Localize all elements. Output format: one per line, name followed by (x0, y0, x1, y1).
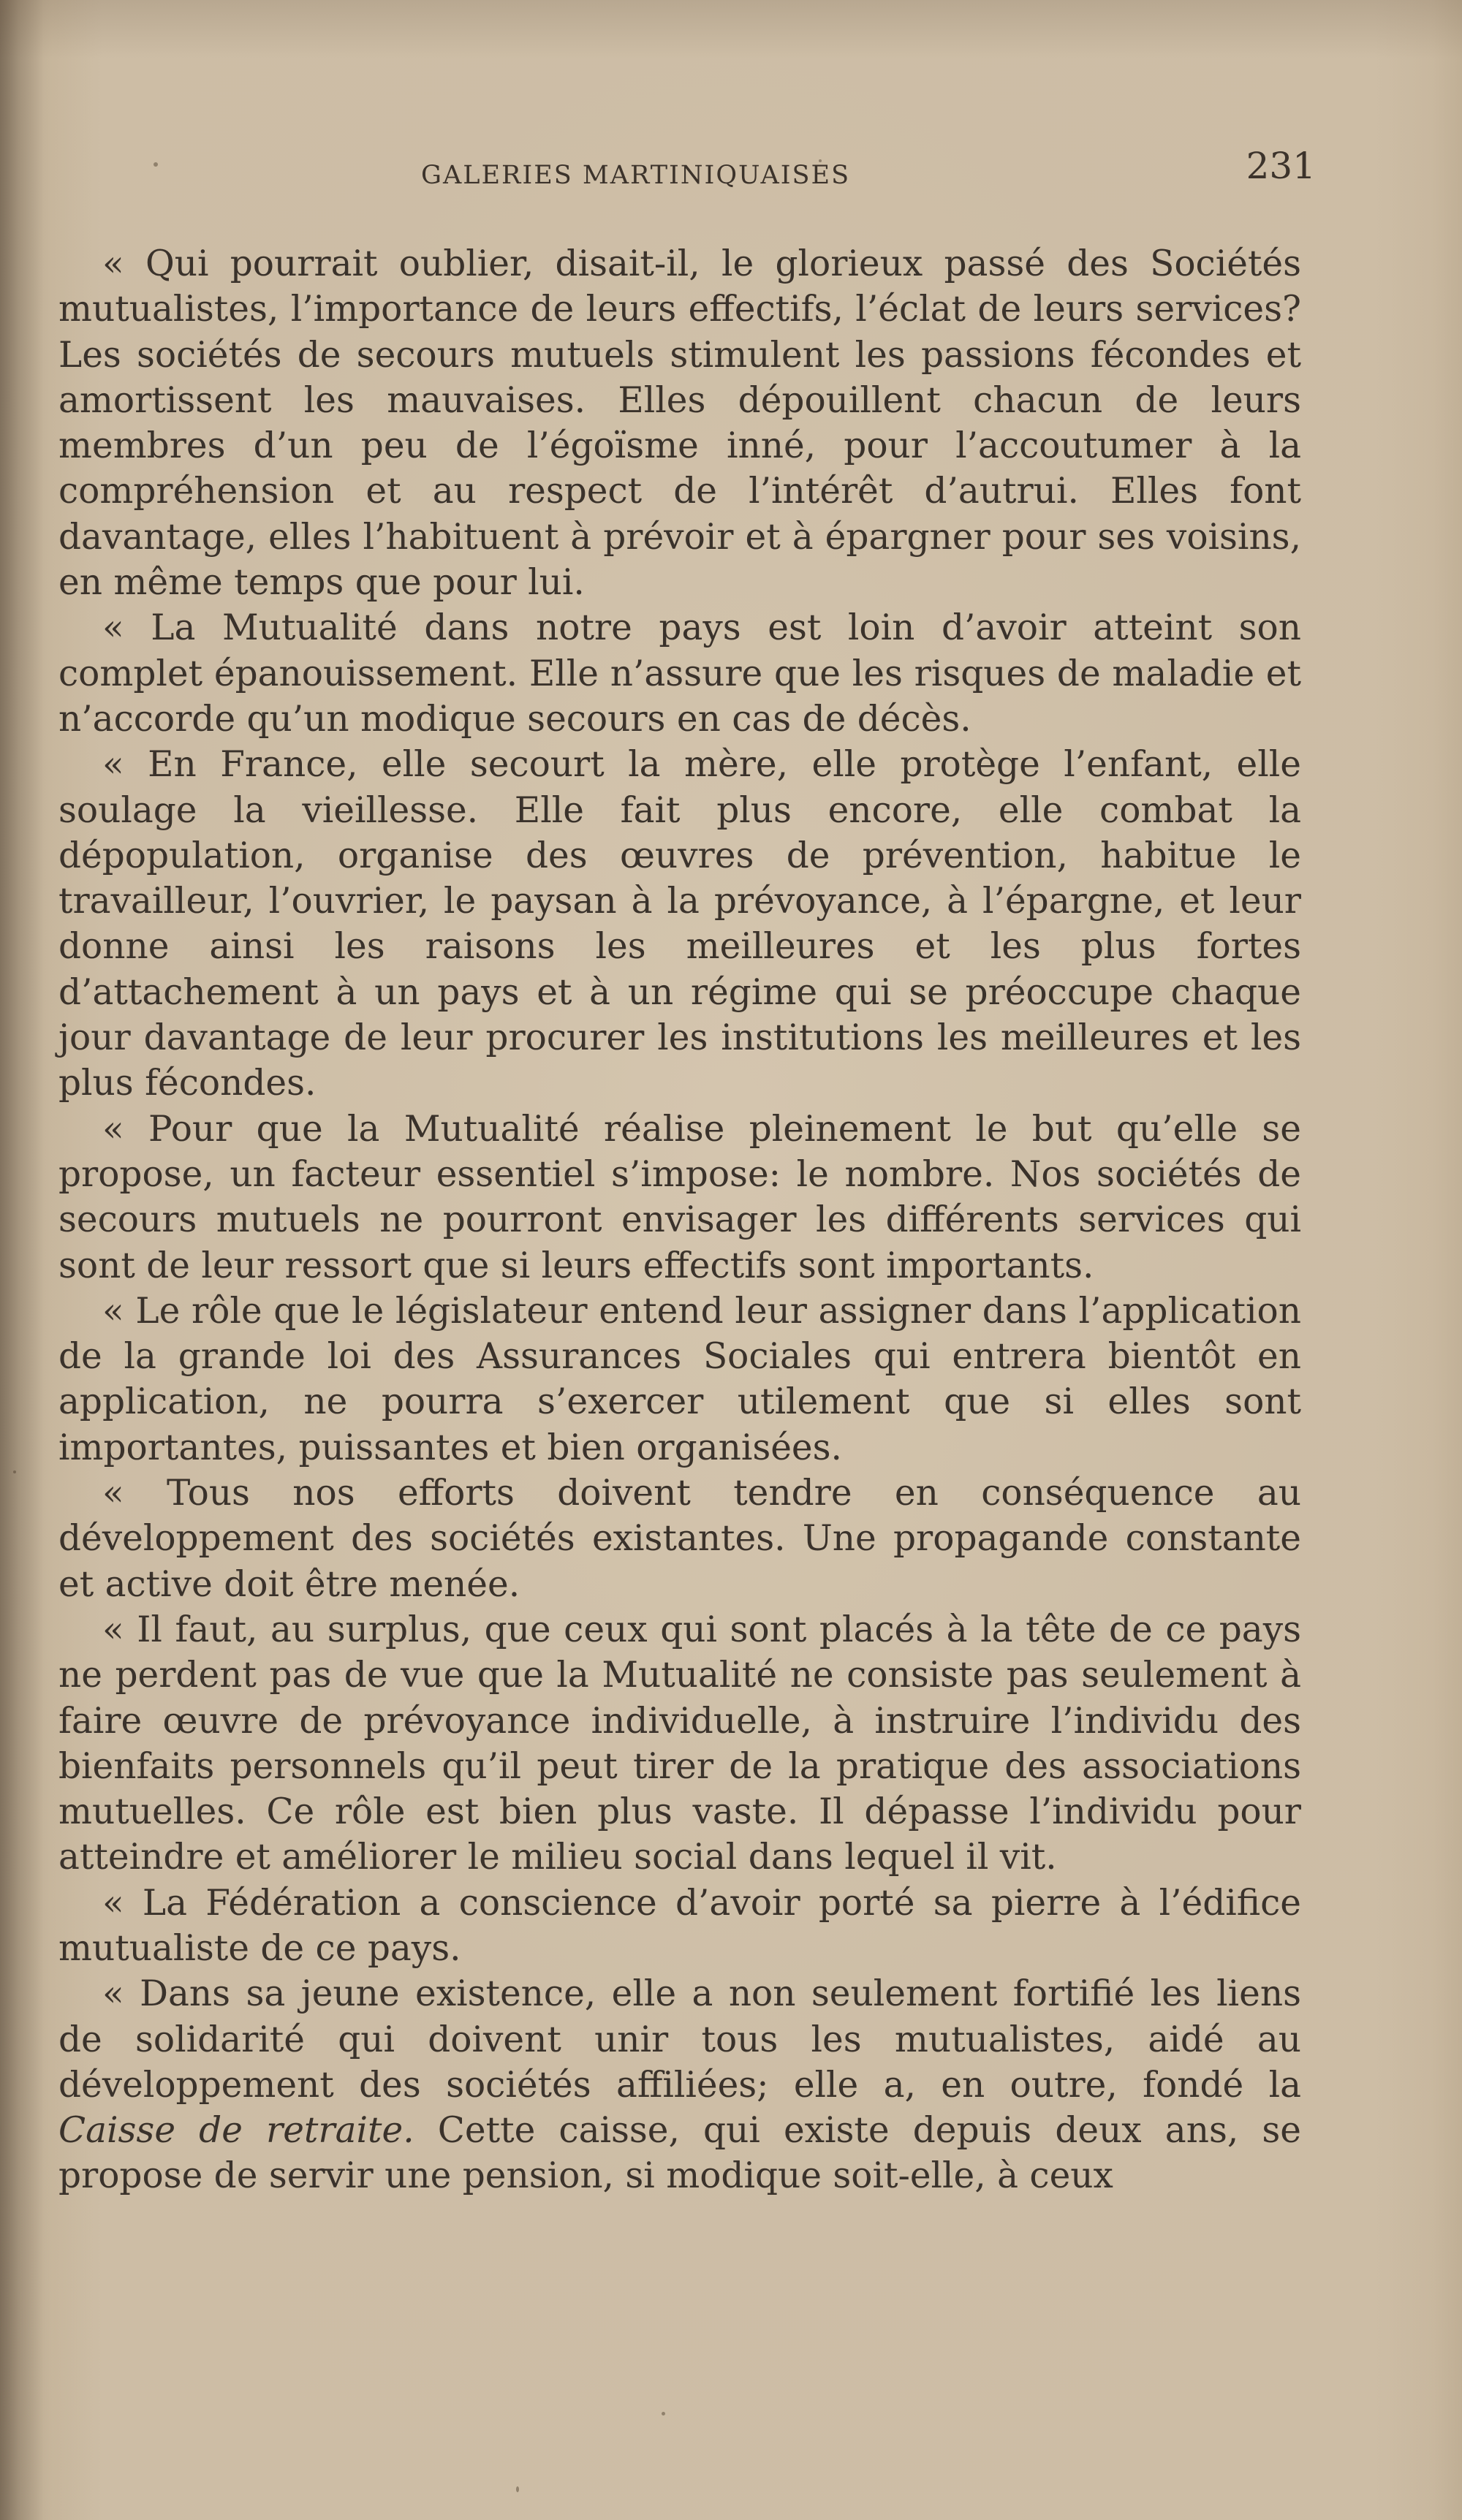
paper-speck (13, 1470, 16, 1473)
page-number: 231 (1246, 145, 1316, 187)
body-text (58, 241, 1301, 2199)
page-header (58, 145, 1316, 196)
paragraph-4: « Pour que la Mutualité réalise pleinement le but qu’elle se propose, un facteur essentiel s’impose: le nombre. Nos sociétés de secours mutuels ne pourront envisager les différents services qui sont de leur ressort que si leurs effectifs sont importants. (58, 1108, 1301, 1286)
paper-speck (154, 162, 158, 167)
paper-speck (516, 2486, 519, 2492)
paper-speck (819, 159, 822, 162)
paragraph-9-end: Cette caisse, qui existe depuis deux ans, se propose de servir une pension, si modique soit-elle, à ceux (58, 2110, 1301, 2197)
paragraph-9 (58, 1971, 1301, 2198)
paragraph-3: « En France, elle secourt la mère, elle protège l’enfant, elle soulage la vieillesse. Elle fait plus encore, elle combat la dépopulation, organise des œuvres de prévention, habitue le travailleur, l’ouvrier, le paysan à la prévoyance, à l’épargne, et leur donne ainsi les raisons les meilleures et les plus fortes d’attachement à un pays et à un régime qui se préoccupe chaque jour davantage de leur procurer les institutions les meilleures et les plus fécondes. (58, 744, 1301, 1104)
paragraph-1: « Qui pourrait oublier, disait-il, le glorieux passé des Sociétés mutualistes, l’importance de leurs effectifs, l’éclat de leurs services? Les sociétés de secours mutuels stimulent les passions fécondes et amortissent les mauvaises. Elles dépouillent chacun de leurs membres d’un peu de l’égoïsme inné, pour l’accoutumer à la compréhension et au respect de l’intérêt d’autrui. Elles font davantage, elles l’habituent à prévoir et à épargner pour ses voisins, en même temps que pour lui. (58, 243, 1301, 604)
paragraph-5: « Le rôle que le législateur entend leur assigner dans l’application de la grande loi des Assurances Sociales qui entrera bientôt en application, ne pourra s’exercer utilement que si elles sont importantes, puissantes et bien organisées. (58, 1290, 1301, 1468)
paragraph-7: « Il faut, au surplus, que ceux qui sont placés à la tête de ce pays ne perdent pas de vue que la Mutualité ne consiste pas seulement à faire œuvre de prévoyance individuelle, à instruire l’individu des bienfaits personnels qu’il peut tirer de la pratique des associations mutuelles. Ce rôle est bien plus vaste. Il dépasse l’individu pour atteindre et améliorer le milieu social dans lequel il vit. (58, 1609, 1301, 1878)
paragraph-6: « Tous nos efforts doivent tendre en conséquence au développement des sociétés existantes. Une propagande constante et active doit être menée. (58, 1473, 1301, 1605)
paper-speck (662, 2412, 665, 2415)
italic-title: Caisse de retraite. (58, 2110, 414, 2152)
paragraph-9-start: « Dans sa jeune existence, elle a non seulement fortifié les liens de solidarité qui doivent unir tous les mutualistes, aidé au développement des sociétés affiliées; elle a, en outre, fondé la (58, 1973, 1301, 2106)
paragraph-8: « La Fédération a conscience d’avoir porté sa pierre à l’édifice mutualiste de ce pays. (58, 1882, 1301, 1969)
running-title: GALERIES MARTINIQUAISES (421, 161, 851, 190)
paragraph-2: « La Mutualité dans notre pays est loin d’avoir atteint son complet épanouissement. Elle n’assure que les risques de maladie et n’accorde qu’un modique secours en cas de décès. (58, 607, 1301, 740)
